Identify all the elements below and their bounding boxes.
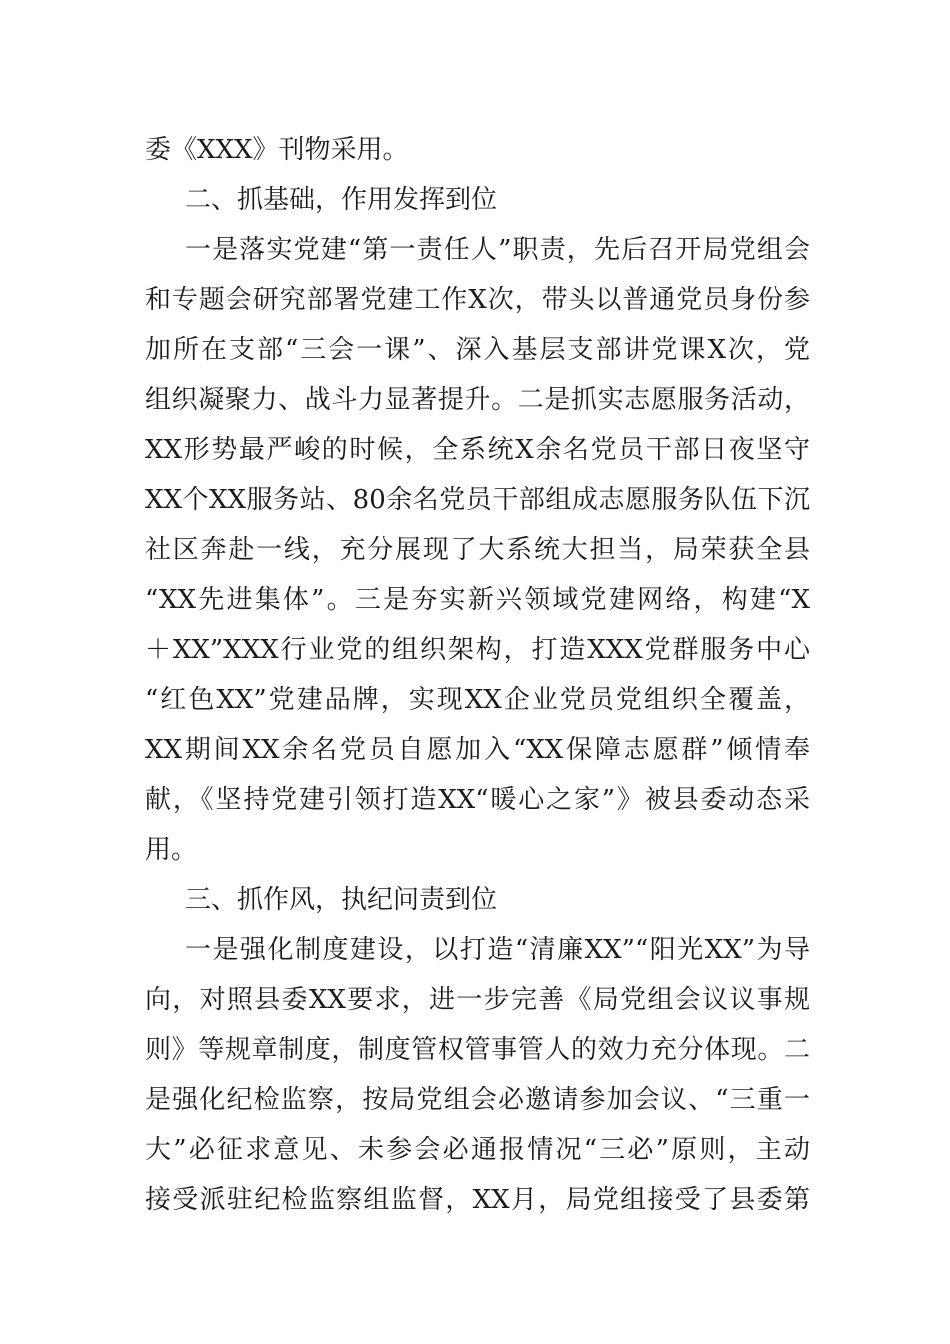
text-line-5: 加所在支部“三会一课”、深入基层支部讲党课X次，党 — [145, 335, 810, 365]
text-line-11: ＋XX”XXX行业党的组织架构，打造XXX党群服务中心 — [145, 635, 810, 665]
text-line-18: 向，对照县委XX要求，进一步完善《局党组会议议事规 — [145, 985, 810, 1015]
text-line-19: 则》等规章制度，制度管权管事管人的效力充分体现。二 — [145, 1035, 810, 1065]
text-line-15: 用。 — [145, 835, 198, 865]
text-line-22: 接受派驻纪检监察组监督，XX月，局党组接受了县委第 — [145, 1185, 810, 1215]
text-line-21: 大”必征求意见、未参会必通报情况“三必”原则，主动 — [145, 1135, 810, 1165]
text-line-13: XX期间XX余名党员自愿加入“XX保障志愿群”倾情奉 — [145, 735, 810, 765]
section-heading-3: 三、抓作风，执纪问责到位 — [185, 885, 498, 915]
text-line-12: “红色XX”党建品牌，实现XX企业党员党组织全覆盖， — [145, 685, 810, 715]
text-line-3: 一是落实党建“第一责任人”职责，先后召开局党组会 — [185, 235, 810, 265]
text-line-10: “XX先进集体”。三是夯实新兴领域党建网络，构建“X — [145, 585, 810, 615]
text-line-6: 组织凝聚力、战斗力显著提升。二是抓实志愿服务活动， — [145, 385, 810, 415]
text-line-14: 献，《坚持党建引领打造XX“暖心之家”》被县委动态采 — [145, 785, 810, 815]
text-line-4: 和专题会研究部署党建工作X次，带头以普通党员身份参 — [145, 285, 810, 315]
text-line-7: XX形势最严峻的时候，全系统X余名党员干部日夜坚守 — [145, 435, 810, 465]
text-line-9: 社区奔赴一线，充分展现了大系统大担当，局荣获全县 — [145, 535, 810, 565]
text-line-8: XX个XX服务站、80余名党员干部组成志愿服务队伍下沉 — [145, 485, 810, 515]
text-line-20: 是强化纪检监察，按局党组会必邀请参加会议、“三重一 — [145, 1085, 810, 1115]
text-line-1: 委《XXX》刊物采用。 — [145, 135, 409, 165]
text-line-17: 一是强化制度建设，以打造“清廉XX”“阳光XX”为导 — [185, 935, 810, 965]
section-heading-2: 二、抓基础，作用发挥到位 — [185, 185, 498, 215]
